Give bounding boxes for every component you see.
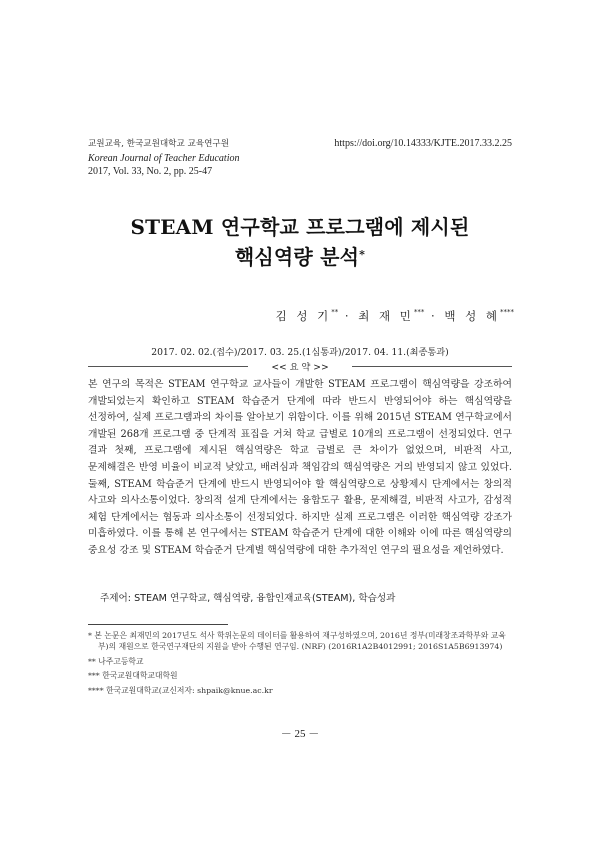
- footnote-text: 본 논문은 최재민의 2017년도 석사 학위논문의 데이터를 활용하여 재구성하였으며, 2016년 정부(미래창조과학부와 교육부)의 재원으로 한국연구재단의 지원을 받아 수행된 연구임. (NRF) (2016R1A2B4012991; 2016S1A5B6913974): [94, 631, 506, 652]
- author-separator: ·: [424, 309, 445, 323]
- author-3-mark: ****: [500, 308, 514, 316]
- journal-volume-info: 2017, Vol. 33, No. 2, pp. 25-47: [88, 166, 213, 178]
- title-footnote-marker[interactable]: *: [359, 248, 366, 261]
- title-line-2: 핵심역량 분석: [234, 245, 360, 269]
- page-number: － 25 －: [280, 728, 320, 740]
- author-2: 최 재 민: [358, 309, 414, 323]
- abstract-heading: [88, 359, 512, 373]
- footnotes: [88, 630, 512, 699]
- keywords-label: 주제어:: [100, 593, 135, 604]
- author-2-mark: ***: [413, 308, 425, 316]
- author-separator: ·: [338, 309, 359, 323]
- footnote-text: 한국교원대학교대학원: [102, 671, 178, 681]
- submission-dates: 2017. 02. 02.(접수)/2017. 03. 25.(1심통과)/2017. 04. 11.(최종통과): [151, 347, 449, 358]
- author-1: 김 성 기: [275, 309, 332, 323]
- footnote-mark: ***: [88, 671, 103, 681]
- title-line-2-wrap: [0, 242, 600, 272]
- abstract-heading-label: << 요 약 >>: [271, 362, 329, 373]
- journal-english-title: Korean Journal of Teacher Education: [88, 152, 240, 164]
- author-1-mark: **: [331, 308, 339, 316]
- abstract-rule-right: [352, 366, 512, 367]
- journal-publisher: 교원교육, 한국교원대학교 교육연구원: [88, 139, 230, 149]
- footnote-text: 한국교원대학교(교신저자: shpaik@knue.ac.kr: [106, 685, 273, 695]
- paper-title: [0, 212, 600, 272]
- footnote-mark: ****: [88, 685, 107, 695]
- footnote-item: [88, 656, 512, 667]
- author-list: [276, 308, 514, 324]
- keywords-text: STEAM 연구학교, 핵심역량, 융합인재교육(STEAM), 학습성과: [134, 593, 396, 604]
- footnote-mark: **: [88, 656, 99, 666]
- journal-meta: [88, 138, 239, 179]
- footnote-text: 나주고등학교: [98, 656, 144, 666]
- footnote-item: [88, 630, 512, 653]
- footnote-item: [88, 685, 512, 696]
- footnote-item: [88, 670, 512, 681]
- keywords: [100, 590, 395, 604]
- footnote-mark: *: [88, 631, 95, 640]
- author-3: 백 성 혜: [444, 309, 500, 323]
- abstract-text: 본 연구의 목적은 STEAM 연구학교 교사들이 개발한 STEAM 프로그램이 핵심역량을 강조하여 개발되었는지 확인하고 STEAM 학습준거 단계에 따라 반드시 반영되어야 하는 핵심역량을 선정하여, 실제 프로그램과의 차이를 알아보기 위함이다. 이를 위해 2015년 STEAM 연구학교에서 개발된 268개 프로그램 중 단계적 표집을 거쳐 학교 급별로 10개의 프로그램이 선정되었다. 연구 결과 첫째, 프로그램에 제시된 핵심역량은 학교 급별로 큰 차이가 없었으며, 비판적 사고, 문제해결은 반영 비율이 비교적 낮았고, 배려심과 책임감의 핵심역량은 거의 반영되지 않고 있었다. 둘째, STEAM 학습준거 단계에 반드시 반영되어야 할 핵심역량으로 상황제시 단계에서는 창의적 사고와 의사소통이었다. 창의적 설계 단계에서는 융합도구 활용, 문제해결, 비판적 사고가, 감성적 체험 단계에서는 협동과 의사소통이 선정되었다. 하지만 실제 프로그램은 이러한 핵심역량 강조가 미흡하였다. 이를 통해 본 연구에서는 STEAM 학습준거 단계에 대한 이해와 이에 따른 핵심역량의 중요성 강조 및 STEAM 학습준거 단계별 핵심역량에 대한 추가적인 연구의 필요성을 제언하였다.: [88, 379, 512, 556]
- doi-link[interactable]: https://doi.org/10.14333/KJTE.2017.33.2.25: [334, 138, 512, 149]
- title-line-1: STEAM 연구학교 프로그램에 제시된: [130, 215, 470, 239]
- footnote-divider: [88, 624, 228, 625]
